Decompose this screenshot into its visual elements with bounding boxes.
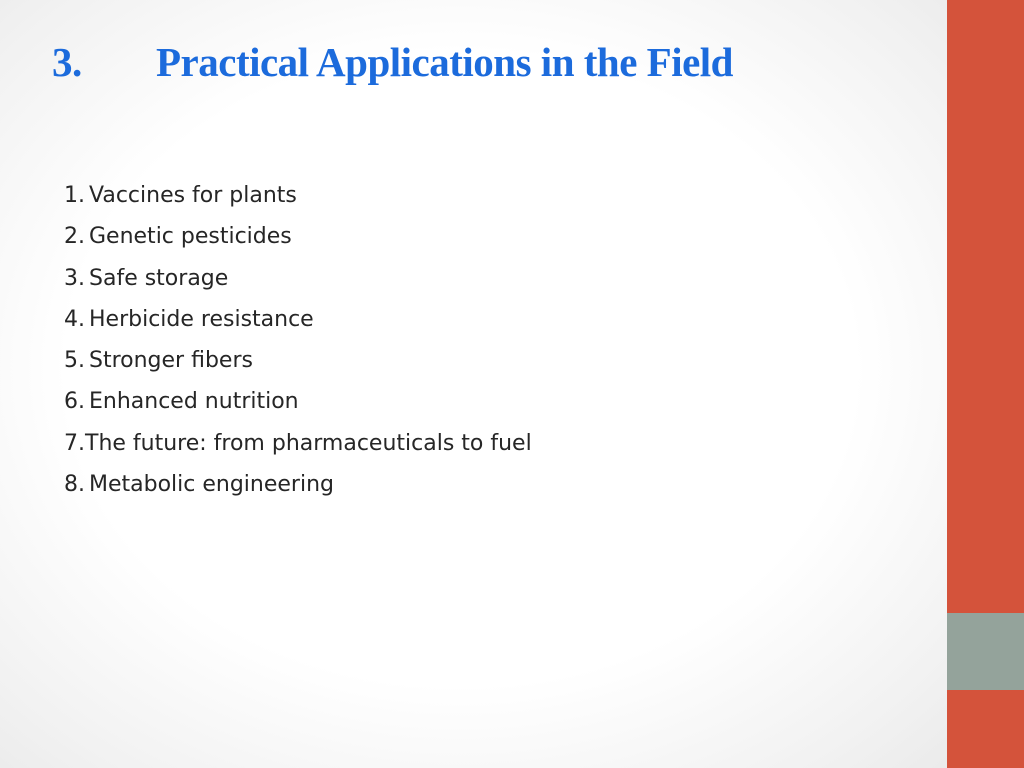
list-item-number: 2.	[64, 224, 85, 250]
list-item-text: Herbicide resistance	[89, 306, 314, 332]
list-item	[64, 381, 532, 422]
list-item-number: 4.	[64, 306, 85, 332]
list-item	[64, 464, 532, 505]
list-item-number: 6.	[64, 389, 85, 415]
list-item-text: Metabolic engineering	[89, 472, 334, 498]
slide-title	[52, 36, 733, 88]
list-item-text: Enhanced nutrition	[89, 389, 299, 415]
bullet-list	[64, 175, 532, 505]
list-item-text: Genetic pesticides	[89, 224, 292, 250]
list-item	[64, 216, 532, 257]
title-text: Practical Applications in the Field	[156, 39, 733, 85]
sidebar-band-orange-top	[947, 0, 1024, 613]
list-item-text: Vaccines for plants	[89, 183, 297, 208]
list-item	[64, 423, 532, 464]
sidebar-band-orange-bottom	[947, 690, 1024, 768]
list-item-number: 5.	[64, 348, 85, 374]
list-item-text: Safe storage	[89, 265, 229, 291]
list-item	[64, 175, 532, 216]
list-item-number: 3.	[64, 265, 85, 291]
list-item-text: Stronger fibers	[89, 348, 253, 374]
list-item	[64, 299, 532, 340]
decorative-sidebar	[947, 0, 1024, 768]
list-item	[64, 258, 532, 299]
list-item-number: 7.	[64, 430, 85, 456]
sidebar-band-gray	[947, 613, 1024, 690]
list-item-number: 1.	[64, 183, 85, 208]
title-number: 3.	[52, 39, 82, 85]
list-item	[64, 340, 532, 381]
list-item-text: The future: from pharmaceuticals to fuel	[85, 430, 532, 456]
list-item-number: 8.	[64, 472, 85, 498]
